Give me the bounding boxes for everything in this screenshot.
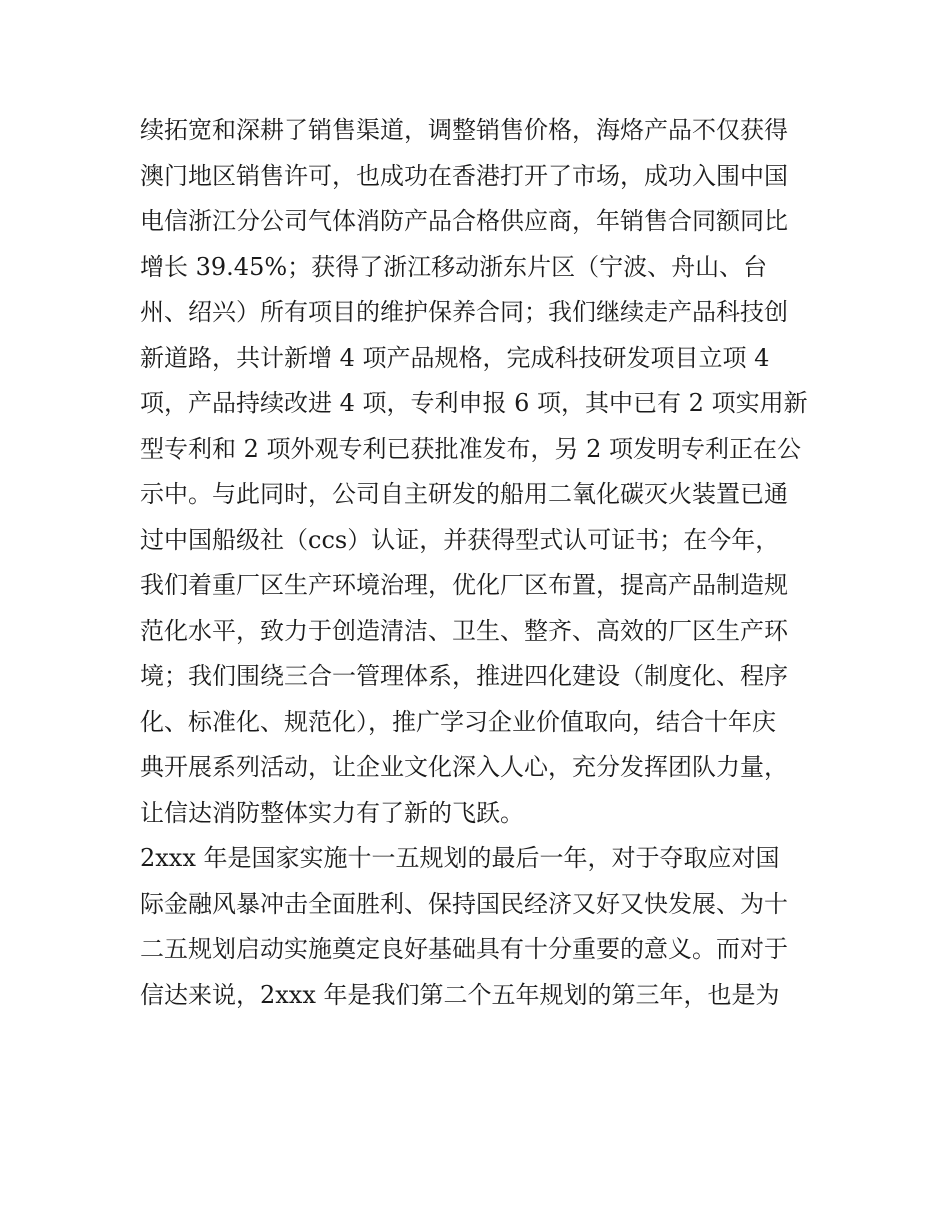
text-line: 过中国船级社（ccs）认证，并获得型式认可证书；在今年， [140, 525, 780, 554]
text-line: 让信达消防整体实力有了新的飞跃。 [140, 798, 524, 827]
text-line: 二五规划启动实施奠定良好基础具有十分重要的意义。而对于 [140, 935, 788, 963]
text-line: 范化水平，致力于创造清洁、卫生、整齐、高效的厂区生产环 [140, 616, 788, 645]
text-line: 我们着重厂区生产环境治理，优化厂区布置，提高产品制造规 [140, 571, 788, 599]
text-line: 典开展系列活动，让企业文化深入人心，充分发挥团队力量， [140, 753, 788, 781]
text-line: 项，产品持续改进 4 项，专利申报 6 项，其中已有 2 项实用新 [140, 389, 808, 417]
text-line: 信达来说，2xxx 年是我们第二个五年规划的第三年，也是为 [140, 980, 780, 1009]
text-line: 州、绍兴）所有项目的维护保养合同；我们继续走产品科技创 [140, 298, 788, 326]
text-line: 化、标准化、规范化），推广学习企业价值取向，结合十年庆 [140, 707, 776, 736]
text-line: 电信浙江分公司气体消防产品合格供应商，年销售合同额同比 [140, 207, 788, 235]
text-line: 示中。与此同时，公司自主研发的船用二氧化碳灭火装置已通 [140, 480, 788, 508]
text-line: 新道路，共计新增 4 项产品规格，完成科技研发项目立项 4 [140, 343, 770, 372]
text-line: 澳门地区销售许可，也成功在香港打开了市场，成功入围中国 [140, 161, 788, 190]
body-text [140, 108, 830, 1018]
text-line: 境；我们围绕三合一管理体系，推进四化建设（制度化、程序 [140, 662, 788, 690]
text-line: 续拓宽和深耕了销售渠道，调整销售价格，海烙产品不仅获得 [140, 116, 788, 144]
text-line: 型专利和 2 项外观专利已获批准发布，另 2 项发明专利正在公 [140, 434, 802, 463]
text-line: 际金融风暴冲击全面胜利、保持国民经济又好又快发展、为十 [140, 889, 788, 918]
text-line: 2xxx 年是国家实施十一五规划的最后一年，对于夺取应对国 [140, 844, 780, 872]
text-line: 增长 39.45%；获得了浙江移动浙东片区（宁波、舟山、台 [140, 252, 768, 281]
